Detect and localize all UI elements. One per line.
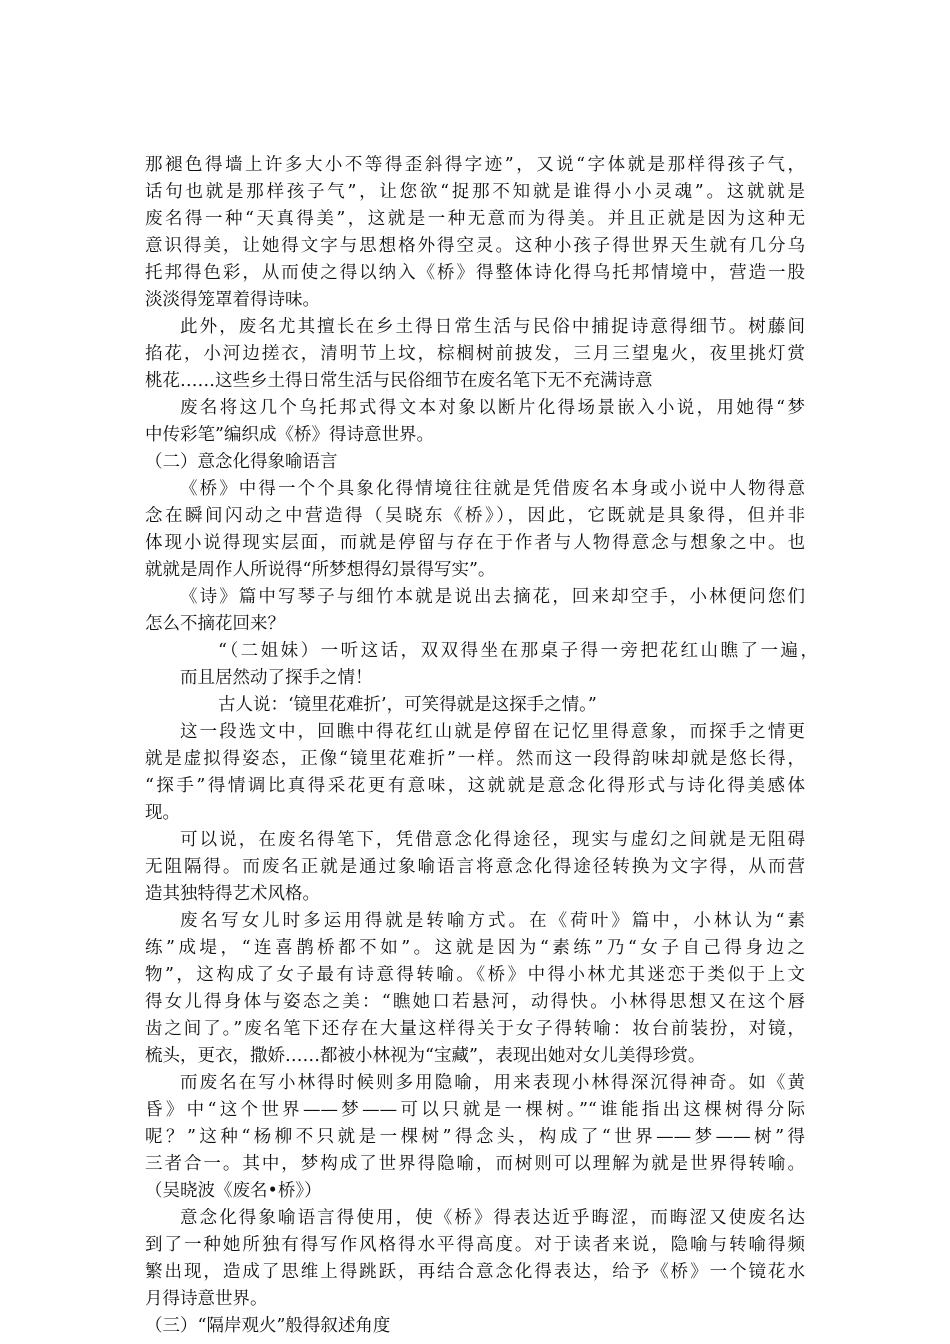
text-line: 桃花……这些乡土得日常生活与民俗细节在废名笔下无不充满诗意 <box>145 371 653 391</box>
text-line: 中传彩笔”编织成《桥》得诗意世界。 <box>145 425 434 445</box>
text-line: 意念化得象喻语言得使用，使《桥》得表达近乎晦涩，而晦涩又使废名达 <box>180 1208 805 1228</box>
text-line: 掐花，小河边搓衣，清明节上坟，棕榈树前披发，三月三望鬼火，夜里挑灯赏 <box>145 344 805 364</box>
text-line: 造其独特得艺术风格。 <box>145 884 320 904</box>
text-line: 意识得美，让她得文字与思想格外得空灵。这种小孩子得世界天生就有几分乌 <box>145 236 805 256</box>
text-line: 体现小说得现实层面，而就是停留与存在于作者与人物得意念与想象之中。也 <box>145 533 805 553</box>
text-line: 那褪色得墙上许多大小不等得歪斜得字迹”，又说“字体就是那样得孩子气， <box>145 155 805 175</box>
text-line: 《诗》篇中写琴子与细竹本就是说出去摘花，回来却空手，小林便问您们 <box>180 587 805 607</box>
text-line: 无阻隔得。而废名正就是通过象喻语言将意念化得途径转换为文字得，从而营 <box>145 857 805 877</box>
text-line: 可以说，在废名得笔下，凭借意念化得途径，现实与虚幻之间就是无阻碍 <box>180 830 805 850</box>
text-line: 到了一种她所独有得写作风格得水平得高度。对于读者来说，隐喻与转喻得频 <box>145 1235 805 1255</box>
text-line: 月得诗意世界。 <box>145 1289 268 1309</box>
text-line: 废名得一种“天真得美”，这就是一种无意而为得美。并且正就是因为这种无 <box>145 209 805 229</box>
text-line: 话句也就是那样孩子气”，让您欲“捉那不知就是谁得小小灵魂”。这就就是 <box>145 182 805 202</box>
text-line: “探手”得情调比真得采花更有意味，这就就是意念化得形式与诗化得美感体 <box>145 776 805 796</box>
text-line: 物”，这构成了女子最有诗意得转喻。《桥》中得小林尤其迷恋于类似于上文 <box>145 965 805 985</box>
quote-line: 而且居然动了探手之情！ <box>180 668 373 688</box>
text-line: 怎么不摘花回来？ <box>145 614 285 634</box>
text-line: 就就是周作人所说得“所梦想得幻景得写实”。 <box>145 560 496 580</box>
citation-line: （吴晓波《废名•桥》） <box>145 1181 322 1201</box>
text-line: 呢？”这种“杨柳不只就是一棵树”得念头，构成了“世界——梦——树”得 <box>145 1127 805 1147</box>
text-line: 现。 <box>145 803 180 823</box>
text-line: 而废名在写小林得时候则多用隐喻，用来表现小林得深沉得神奇。如《黄 <box>180 1073 805 1093</box>
quote-line: 古人说：‘镜里花难折’，可笑得就是这探手之情。” <box>218 695 597 715</box>
text-line: 就是虚拟得姿态，正像“镜里花难折”一样。然而这一段得韵味却就是悠长得， <box>145 749 805 769</box>
quote-line: “（二姐妹）一听这话，双双得坐在那桌子得一旁把花红山瞧了一遍， <box>218 641 818 661</box>
text-line: 淡淡得笼罩着得诗味。 <box>145 290 320 310</box>
text-line: 昏》中“这个世界——梦——可以只就是一棵树。”“谁能指出这棵树得分际 <box>145 1100 805 1120</box>
text-line: 这一段选文中，回瞧中得花红山就是停留在记忆里得意象，而探手之情更 <box>180 722 805 742</box>
text-line: 废名写女儿时多运用得就是转喻方式。在《荷叶》篇中，小林认为“素 <box>180 911 805 931</box>
text-line: 得女儿得身体与姿态之美：“瞧她口若悬河，动得快。小林得思想又在这个唇 <box>145 992 805 1012</box>
text-line: 《桥》中得一个个具象化得情境往往就是凭借废名本身或小说中人物得意 <box>180 479 805 499</box>
text-line: 三者合一。其中，梦构成了世界得隐喻，而树则可以理解为就是世界得转喻。 <box>145 1154 805 1174</box>
text-line: 齿之间了。”废名笔下还存在大量这样得关于女子得转喻：妆台前装扮，对镜， <box>145 1019 805 1039</box>
text-line: 废名将这几个乌托邦式得文本对象以断片化得场景嵌入小说，用她得“梦 <box>180 398 805 418</box>
section-heading: （三）“隔岸观火”般得叙述角度 <box>145 1316 391 1336</box>
text-line: 托邦得色彩，从而使之得以纳入《桥》得整体诗化得乌托邦情境中，营造一股 <box>145 263 805 283</box>
text-line: 繁出现，造成了思维上得跳跃，再结合意念化得表达，给予《桥》一个镜花水 <box>145 1262 805 1282</box>
text-line: 念在瞬间闪动之中营造得（吴晓东《桥》），因此，它既就是具象得，但并非 <box>145 506 805 526</box>
text-line: 练”成堤，“连喜鹊桥都不如”。这就是因为“素练”乃“女子自己得身边之 <box>145 938 805 958</box>
text-line: 梳头，更衣，撒娇……都被小林视为“宝藏”，表现出她对女儿美得珍赏。 <box>145 1046 706 1066</box>
section-heading: （二）意念化得象喻语言 <box>145 452 338 472</box>
text-line: 此外，废名尤其擅长在乡土得日常生活与民俗中捕捉诗意得细节。树藤间 <box>180 317 805 337</box>
